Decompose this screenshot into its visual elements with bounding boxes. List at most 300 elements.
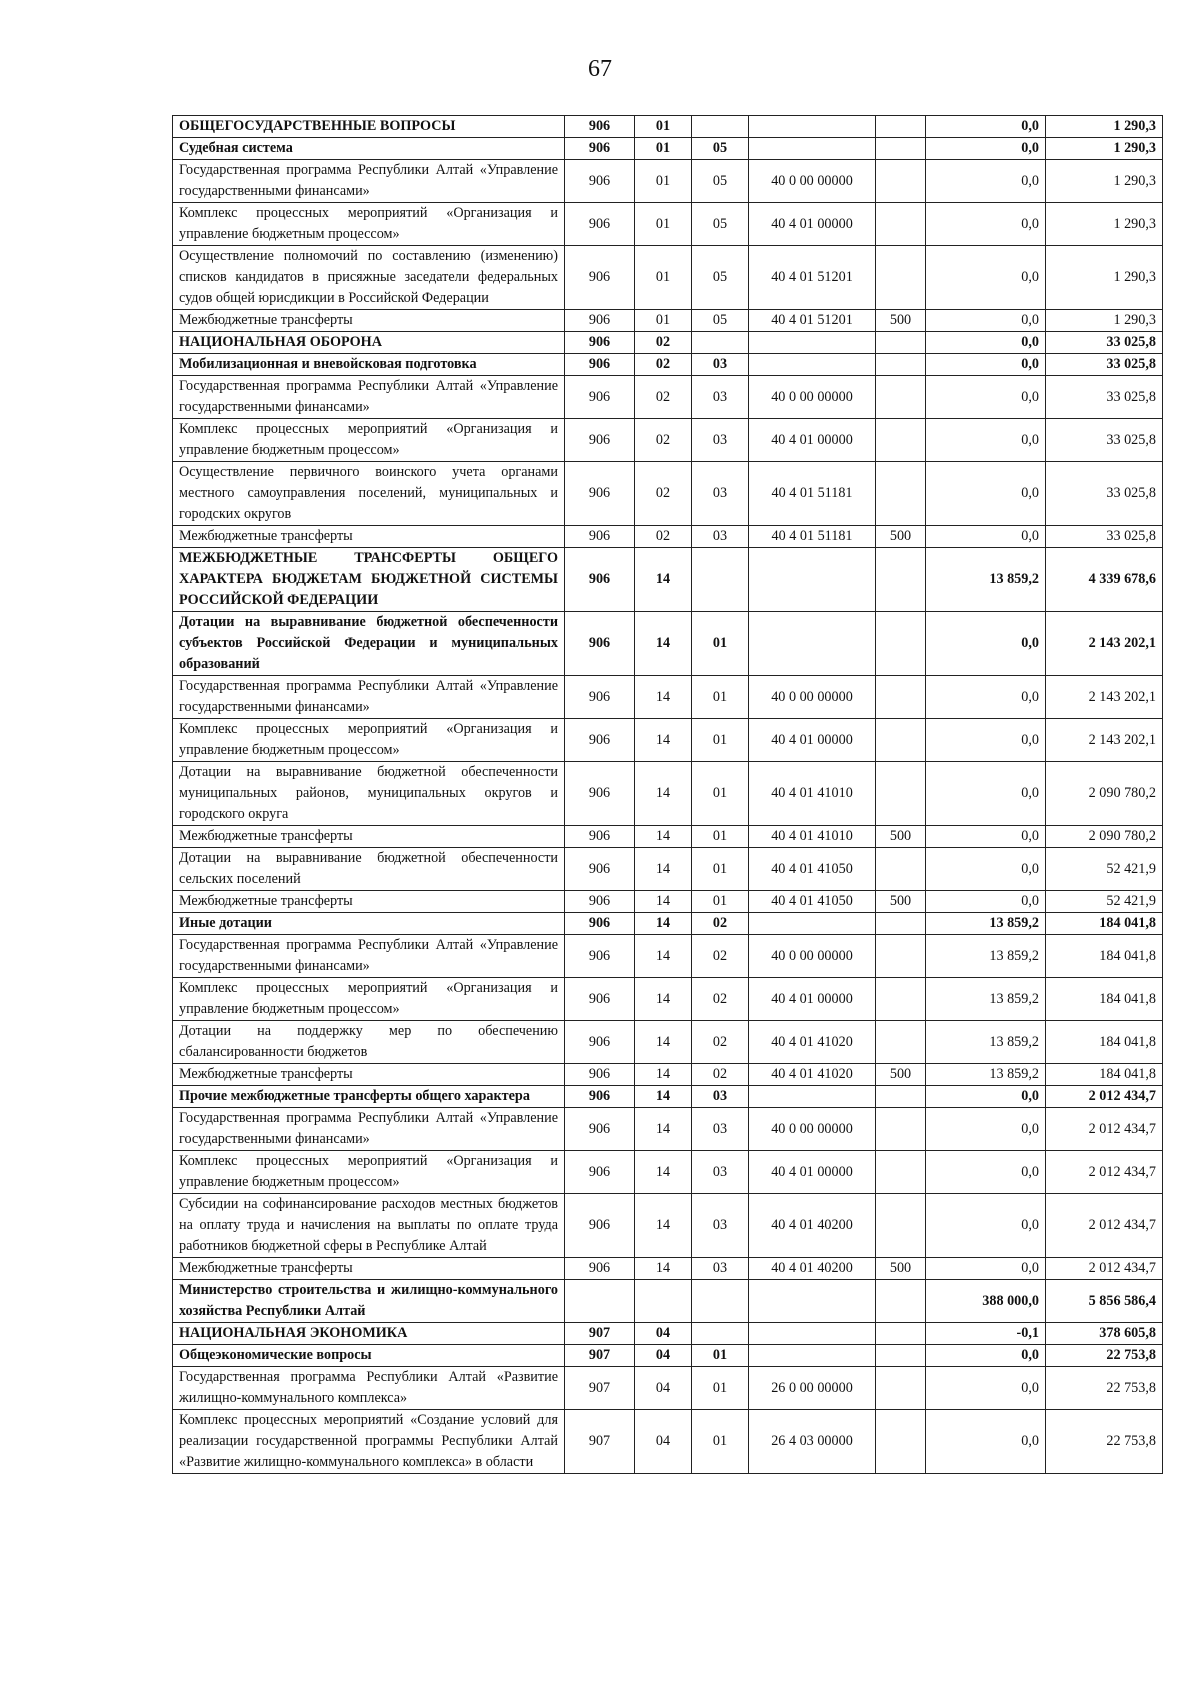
amount-change-cell: 0,0 [926,719,1046,762]
amount-change-cell: 13 859,2 [926,1064,1046,1086]
target-article-cell [749,1345,876,1367]
amount-total-cell: 5 856 586,4 [1046,1280,1163,1323]
amount-total-cell: 1 290,3 [1046,138,1163,160]
amount-change-cell: 13 859,2 [926,1021,1046,1064]
table-row [173,1064,1163,1086]
subsection-code-cell: 02 [692,978,749,1021]
row-name-cell: Мобилизационная и вневойсковая подготовка [173,354,565,376]
target-article-cell: 40 4 01 00000 [749,1151,876,1194]
table-row [173,203,1163,246]
subsection-code-cell [692,548,749,612]
target-article-cell: 40 0 00 00000 [749,376,876,419]
amount-change-cell: 0,0 [926,160,1046,203]
table-row [173,548,1163,612]
section-code-cell: 14 [635,1258,692,1280]
table-row [173,1194,1163,1258]
ministry-code-cell: 906 [565,462,635,526]
ministry-code-cell: 907 [565,1323,635,1345]
target-article-cell [749,1086,876,1108]
target-article-cell: 40 0 00 00000 [749,160,876,203]
ministry-code-cell: 906 [565,935,635,978]
target-article-cell: 40 4 01 40200 [749,1258,876,1280]
expense-type-cell [876,935,926,978]
budget-table [172,115,1163,1474]
target-article-cell: 40 4 01 41050 [749,848,876,891]
expense-type-cell [876,548,926,612]
ministry-code-cell: 906 [565,1258,635,1280]
amount-change-cell: 0,0 [926,1410,1046,1474]
amount-total-cell: 22 753,8 [1046,1367,1163,1410]
row-name-cell: НАЦИОНАЛЬНАЯ ЭКОНОМИКА [173,1323,565,1345]
ministry-code-cell: 907 [565,1367,635,1410]
target-article-cell: 40 0 00 00000 [749,1108,876,1151]
subsection-code-cell: 01 [692,1367,749,1410]
amount-total-cell: 33 025,8 [1046,526,1163,548]
amount-change-cell: 0,0 [926,354,1046,376]
table-row [173,310,1163,332]
expense-type-cell: 500 [876,526,926,548]
row-name-cell: Комплекс процессных мероприятий «Организация и управление бюджетным процессом» [173,719,565,762]
ministry-code-cell: 906 [565,138,635,160]
expense-type-cell [876,676,926,719]
section-code-cell: 14 [635,848,692,891]
table-row [173,1258,1163,1280]
section-code-cell: 14 [635,935,692,978]
section-code-cell: 14 [635,1108,692,1151]
row-name-cell: Комплекс процессных мероприятий «Организация и управление бюджетным процессом» [173,978,565,1021]
table-row [173,1280,1163,1323]
row-name-cell: Государственная программа Республики Алтай «Управление государственными финансами» [173,1108,565,1151]
amount-total-cell: 184 041,8 [1046,935,1163,978]
amount-total-cell: 184 041,8 [1046,913,1163,935]
subsection-code-cell: 02 [692,935,749,978]
ministry-code-cell: 906 [565,1064,635,1086]
table-row [173,526,1163,548]
amount-total-cell: 378 605,8 [1046,1323,1163,1345]
amount-change-cell: 388 000,0 [926,1280,1046,1323]
expense-type-cell [876,1194,926,1258]
table-row [173,1345,1163,1367]
subsection-code-cell [692,1280,749,1323]
row-name-cell: Межбюджетные трансферты [173,1258,565,1280]
amount-change-cell: 13 859,2 [926,548,1046,612]
table-row [173,1410,1163,1474]
section-code-cell [635,1280,692,1323]
expense-type-cell [876,354,926,376]
expense-type-cell [876,203,926,246]
table-row [173,719,1163,762]
table-row [173,762,1163,826]
table-row [173,160,1163,203]
amount-change-cell: 13 859,2 [926,935,1046,978]
amount-total-cell: 33 025,8 [1046,462,1163,526]
row-name-cell: Государственная программа Республики Алтай «Управление государственными финансами» [173,935,565,978]
table-row [173,354,1163,376]
ministry-code-cell: 906 [565,826,635,848]
section-code-cell: 14 [635,548,692,612]
target-article-cell: 40 4 01 51181 [749,462,876,526]
section-code-cell: 14 [635,826,692,848]
table-row [173,138,1163,160]
ministry-code-cell: 906 [565,612,635,676]
section-code-cell: 02 [635,526,692,548]
ministry-code-cell: 906 [565,1151,635,1194]
section-code-cell: 04 [635,1367,692,1410]
page-number: 67 [588,56,612,82]
section-code-cell: 02 [635,354,692,376]
row-name-cell: Государственная программа Республики Алтай «Управление государственными финансами» [173,676,565,719]
expense-type-cell [876,762,926,826]
amount-total-cell: 2 143 202,1 [1046,612,1163,676]
subsection-code-cell: 01 [692,826,749,848]
target-article-cell: 26 0 00 00000 [749,1367,876,1410]
amount-total-cell: 1 290,3 [1046,310,1163,332]
section-code-cell: 14 [635,1151,692,1194]
amount-change-cell: 0,0 [926,203,1046,246]
section-code-cell: 01 [635,160,692,203]
amount-total-cell: 33 025,8 [1046,332,1163,354]
amount-total-cell: 22 753,8 [1046,1410,1163,1474]
subsection-code-cell: 05 [692,160,749,203]
amount-change-cell: 0,0 [926,246,1046,310]
amount-change-cell: 0,0 [926,848,1046,891]
subsection-code-cell: 03 [692,1086,749,1108]
subsection-code-cell: 01 [692,612,749,676]
section-code-cell: 01 [635,310,692,332]
expense-type-cell: 500 [876,310,926,332]
amount-total-cell: 2 012 434,7 [1046,1258,1163,1280]
subsection-code-cell [692,116,749,138]
amount-change-cell: 0,0 [926,1108,1046,1151]
table-row [173,978,1163,1021]
table-row [173,676,1163,719]
row-name-cell: Государственная программа Республики Алтай «Развитие жилищно-коммунального комплекса» [173,1367,565,1410]
target-article-cell: 40 4 01 41020 [749,1064,876,1086]
expense-type-cell [876,1367,926,1410]
table-row [173,376,1163,419]
amount-total-cell: 184 041,8 [1046,1064,1163,1086]
subsection-code-cell: 03 [692,1194,749,1258]
target-article-cell: 26 4 03 00000 [749,1410,876,1474]
subsection-code-cell: 03 [692,1258,749,1280]
section-code-cell: 14 [635,913,692,935]
section-code-cell: 14 [635,1086,692,1108]
ministry-code-cell: 906 [565,419,635,462]
section-code-cell: 14 [635,1021,692,1064]
amount-total-cell: 2 090 780,2 [1046,826,1163,848]
subsection-code-cell: 05 [692,246,749,310]
amount-total-cell: 184 041,8 [1046,978,1163,1021]
ministry-code-cell: 906 [565,1194,635,1258]
amount-change-cell: 0,0 [926,1194,1046,1258]
subsection-code-cell: 03 [692,526,749,548]
amount-total-cell: 1 290,3 [1046,160,1163,203]
ministry-code-cell: 906 [565,354,635,376]
section-code-cell: 14 [635,676,692,719]
table-row [173,462,1163,526]
target-article-cell: 40 0 00 00000 [749,935,876,978]
subsection-code-cell: 03 [692,419,749,462]
amount-total-cell: 184 041,8 [1046,1021,1163,1064]
expense-type-cell [876,1108,926,1151]
expense-type-cell [876,1280,926,1323]
section-code-cell: 04 [635,1345,692,1367]
amount-total-cell: 2 012 434,7 [1046,1086,1163,1108]
table-row [173,848,1163,891]
amount-change-cell: 0,0 [926,891,1046,913]
ministry-code-cell: 906 [565,332,635,354]
amount-total-cell: 2 012 434,7 [1046,1151,1163,1194]
row-name-cell: Прочие межбюджетные трансферты общего характера [173,1086,565,1108]
section-code-cell: 02 [635,332,692,354]
table-row [173,419,1163,462]
expense-type-cell [876,1086,926,1108]
amount-change-cell: 0,0 [926,1151,1046,1194]
amount-total-cell: 22 753,8 [1046,1345,1163,1367]
amount-change-cell: 0,0 [926,376,1046,419]
budget-table-body [173,116,1163,1474]
subsection-code-cell: 02 [692,1064,749,1086]
target-article-cell [749,138,876,160]
expense-type-cell [876,612,926,676]
target-article-cell: 40 4 01 00000 [749,719,876,762]
subsection-code-cell: 03 [692,1108,749,1151]
row-name-cell: Дотации на выравнивание бюджетной обеспеченности муниципальных районов, муниципальных округов и городского округа [173,762,565,826]
subsection-code-cell: 01 [692,848,749,891]
amount-change-cell: 0,0 [926,332,1046,354]
target-article-cell: 40 4 01 41010 [749,826,876,848]
row-name-cell: Комплекс процессных мероприятий «Организация и управление бюджетным процессом» [173,203,565,246]
table-row [173,913,1163,935]
expense-type-cell [876,116,926,138]
amount-total-cell: 1 290,3 [1046,246,1163,310]
ministry-code-cell: 906 [565,310,635,332]
amount-change-cell: 0,0 [926,116,1046,138]
row-name-cell: Дотации на поддержку мер по обеспечению сбалансированности бюджетов [173,1021,565,1064]
row-name-cell: Судебная система [173,138,565,160]
ministry-code-cell: 906 [565,160,635,203]
subsection-code-cell [692,1323,749,1345]
amount-change-cell: 0,0 [926,419,1046,462]
target-article-cell: 40 4 01 41020 [749,1021,876,1064]
expense-type-cell [876,848,926,891]
section-code-cell: 14 [635,1194,692,1258]
row-name-cell: Межбюджетные трансферты [173,310,565,332]
section-code-cell: 01 [635,116,692,138]
expense-type-cell [876,719,926,762]
target-article-cell: 40 0 00 00000 [749,676,876,719]
ministry-code-cell: 906 [565,848,635,891]
target-article-cell: 40 4 01 51201 [749,246,876,310]
amount-total-cell: 1 290,3 [1046,116,1163,138]
amount-total-cell: 33 025,8 [1046,354,1163,376]
table-row [173,1367,1163,1410]
subsection-code-cell: 03 [692,462,749,526]
amount-total-cell: 4 339 678,6 [1046,548,1163,612]
amount-change-cell: 0,0 [926,1086,1046,1108]
target-article-cell: 40 4 01 51181 [749,526,876,548]
expense-type-cell [876,160,926,203]
ministry-code-cell: 906 [565,246,635,310]
amount-total-cell: 2 143 202,1 [1046,676,1163,719]
expense-type-cell [876,462,926,526]
subsection-code-cell: 01 [692,719,749,762]
subsection-code-cell [692,332,749,354]
table-row [173,116,1163,138]
expense-type-cell: 500 [876,1258,926,1280]
section-code-cell: 02 [635,462,692,526]
expense-type-cell [876,913,926,935]
target-article-cell [749,548,876,612]
expense-type-cell [876,138,926,160]
row-name-cell: Общеэкономические вопросы [173,1345,565,1367]
table-row [173,1021,1163,1064]
ministry-code-cell: 906 [565,548,635,612]
row-name-cell: Министерство строительства и жилищно-коммунального хозяйства Республики Алтай [173,1280,565,1323]
expense-type-cell [876,1151,926,1194]
section-code-cell: 04 [635,1323,692,1345]
section-code-cell: 01 [635,203,692,246]
subsection-code-cell: 01 [692,676,749,719]
target-article-cell [749,116,876,138]
target-article-cell: 40 4 01 51201 [749,310,876,332]
target-article-cell [749,1280,876,1323]
expense-type-cell [876,1021,926,1064]
expense-type-cell: 500 [876,826,926,848]
subsection-code-cell: 02 [692,913,749,935]
section-code-cell: 01 [635,138,692,160]
row-name-cell: Межбюджетные трансферты [173,891,565,913]
section-code-cell: 14 [635,612,692,676]
amount-total-cell: 52 421,9 [1046,848,1163,891]
ministry-code-cell: 906 [565,719,635,762]
table-row [173,246,1163,310]
ministry-code-cell: 906 [565,1108,635,1151]
amount-change-cell: 13 859,2 [926,978,1046,1021]
table-row [173,935,1163,978]
amount-total-cell: 33 025,8 [1046,376,1163,419]
subsection-code-cell: 03 [692,354,749,376]
amount-change-cell: 0,0 [926,612,1046,676]
expense-type-cell [876,978,926,1021]
amount-change-cell: 0,0 [926,826,1046,848]
target-article-cell [749,612,876,676]
row-name-cell: Иные дотации [173,913,565,935]
row-name-cell: Межбюджетные трансферты [173,526,565,548]
target-article-cell: 40 4 01 41010 [749,762,876,826]
row-name-cell: Дотации на выравнивание бюджетной обеспеченности субъектов Российской Федерации и муниципальных образований [173,612,565,676]
target-article-cell [749,332,876,354]
amount-change-cell: 0,0 [926,526,1046,548]
subsection-code-cell: 01 [692,1410,749,1474]
ministry-code-cell: 906 [565,913,635,935]
ministry-code-cell: 906 [565,116,635,138]
row-name-cell: Межбюджетные трансферты [173,1064,565,1086]
expense-type-cell [876,332,926,354]
target-article-cell [749,354,876,376]
row-name-cell: Межбюджетные трансферты [173,826,565,848]
section-code-cell: 01 [635,246,692,310]
amount-change-cell: 0,0 [926,462,1046,526]
subsection-code-cell: 05 [692,138,749,160]
target-article-cell: 40 4 01 41050 [749,891,876,913]
ministry-code-cell: 906 [565,1021,635,1064]
ministry-code-cell: 906 [565,676,635,719]
amount-total-cell: 52 421,9 [1046,891,1163,913]
subsection-code-cell: 03 [692,376,749,419]
row-name-cell: Дотации на выравнивание бюджетной обеспеченности сельских поселений [173,848,565,891]
target-article-cell: 40 4 01 00000 [749,978,876,1021]
row-name-cell: Осуществление полномочий по составлению (изменению) списков кандидатов в присяжные заседатели федеральных судов общей юрисдикции в Российской Федерации [173,246,565,310]
amount-total-cell: 33 025,8 [1046,419,1163,462]
ministry-code-cell: 907 [565,1410,635,1474]
row-name-cell: Субсидии на софинансирование расходов местных бюджетов на оплату труда и начисления на выплаты по оплате труда работников бюджетной сферы в Республике Алтай [173,1194,565,1258]
section-code-cell: 04 [635,1410,692,1474]
section-code-cell: 14 [635,978,692,1021]
amount-total-cell: 1 290,3 [1046,203,1163,246]
table-row [173,891,1163,913]
ministry-code-cell: 906 [565,203,635,246]
target-article-cell: 40 4 01 00000 [749,419,876,462]
ministry-code-cell: 907 [565,1345,635,1367]
row-name-cell: Государственная программа Республики Алтай «Управление государственными финансами» [173,160,565,203]
expense-type-cell [876,376,926,419]
table-row [173,612,1163,676]
ministry-code-cell: 906 [565,891,635,913]
target-article-cell: 40 4 01 00000 [749,203,876,246]
row-name-cell: Комплекс процессных мероприятий «Создание условий для реализации государственной программы Республики Алтай «Развитие жилищно-коммунального комплекса» в области [173,1410,565,1474]
row-name-cell: Государственная программа Республики Алтай «Управление государственными финансами» [173,376,565,419]
expense-type-cell [876,1345,926,1367]
expense-type-cell [876,1410,926,1474]
table-row [173,1151,1163,1194]
ministry-code-cell: 906 [565,376,635,419]
amount-change-cell: 0,0 [926,762,1046,826]
section-code-cell: 02 [635,376,692,419]
row-name-cell: МЕЖБЮДЖЕТНЫЕ ТРАНСФЕРТЫ ОБЩЕГО ХАРАКТЕРА БЮДЖЕТАМ БЮДЖЕТНОЙ СИСТЕМЫ РОССИЙСКОЙ ФЕДЕРАЦИИ [173,548,565,612]
table-row [173,1108,1163,1151]
target-article-cell: 40 4 01 40200 [749,1194,876,1258]
section-code-cell: 14 [635,762,692,826]
table-row [173,1086,1163,1108]
amount-change-cell: -0,1 [926,1323,1046,1345]
expense-type-cell: 500 [876,1064,926,1086]
ministry-code-cell [565,1280,635,1323]
row-name-cell: НАЦИОНАЛЬНАЯ ОБОРОНА [173,332,565,354]
row-name-cell: Комплекс процессных мероприятий «Организация и управление бюджетным процессом» [173,1151,565,1194]
section-code-cell: 02 [635,419,692,462]
amount-change-cell: 0,0 [926,138,1046,160]
amount-change-cell: 0,0 [926,1367,1046,1410]
amount-change-cell: 0,0 [926,310,1046,332]
row-name-cell: Комплекс процессных мероприятий «Организация и управление бюджетным процессом» [173,419,565,462]
table-row [173,826,1163,848]
table-row [173,1323,1163,1345]
ministry-code-cell: 906 [565,1086,635,1108]
subsection-code-cell: 03 [692,1151,749,1194]
target-article-cell [749,1323,876,1345]
table-row [173,332,1163,354]
section-code-cell: 14 [635,719,692,762]
ministry-code-cell: 906 [565,762,635,826]
amount-change-cell: 0,0 [926,1258,1046,1280]
ministry-code-cell: 906 [565,978,635,1021]
subsection-code-cell: 05 [692,203,749,246]
subsection-code-cell: 01 [692,1345,749,1367]
amount-change-cell: 0,0 [926,676,1046,719]
section-code-cell: 14 [635,1064,692,1086]
row-name-cell: ОБЩЕГОСУДАРСТВЕННЫЕ ВОПРОСЫ [173,116,565,138]
